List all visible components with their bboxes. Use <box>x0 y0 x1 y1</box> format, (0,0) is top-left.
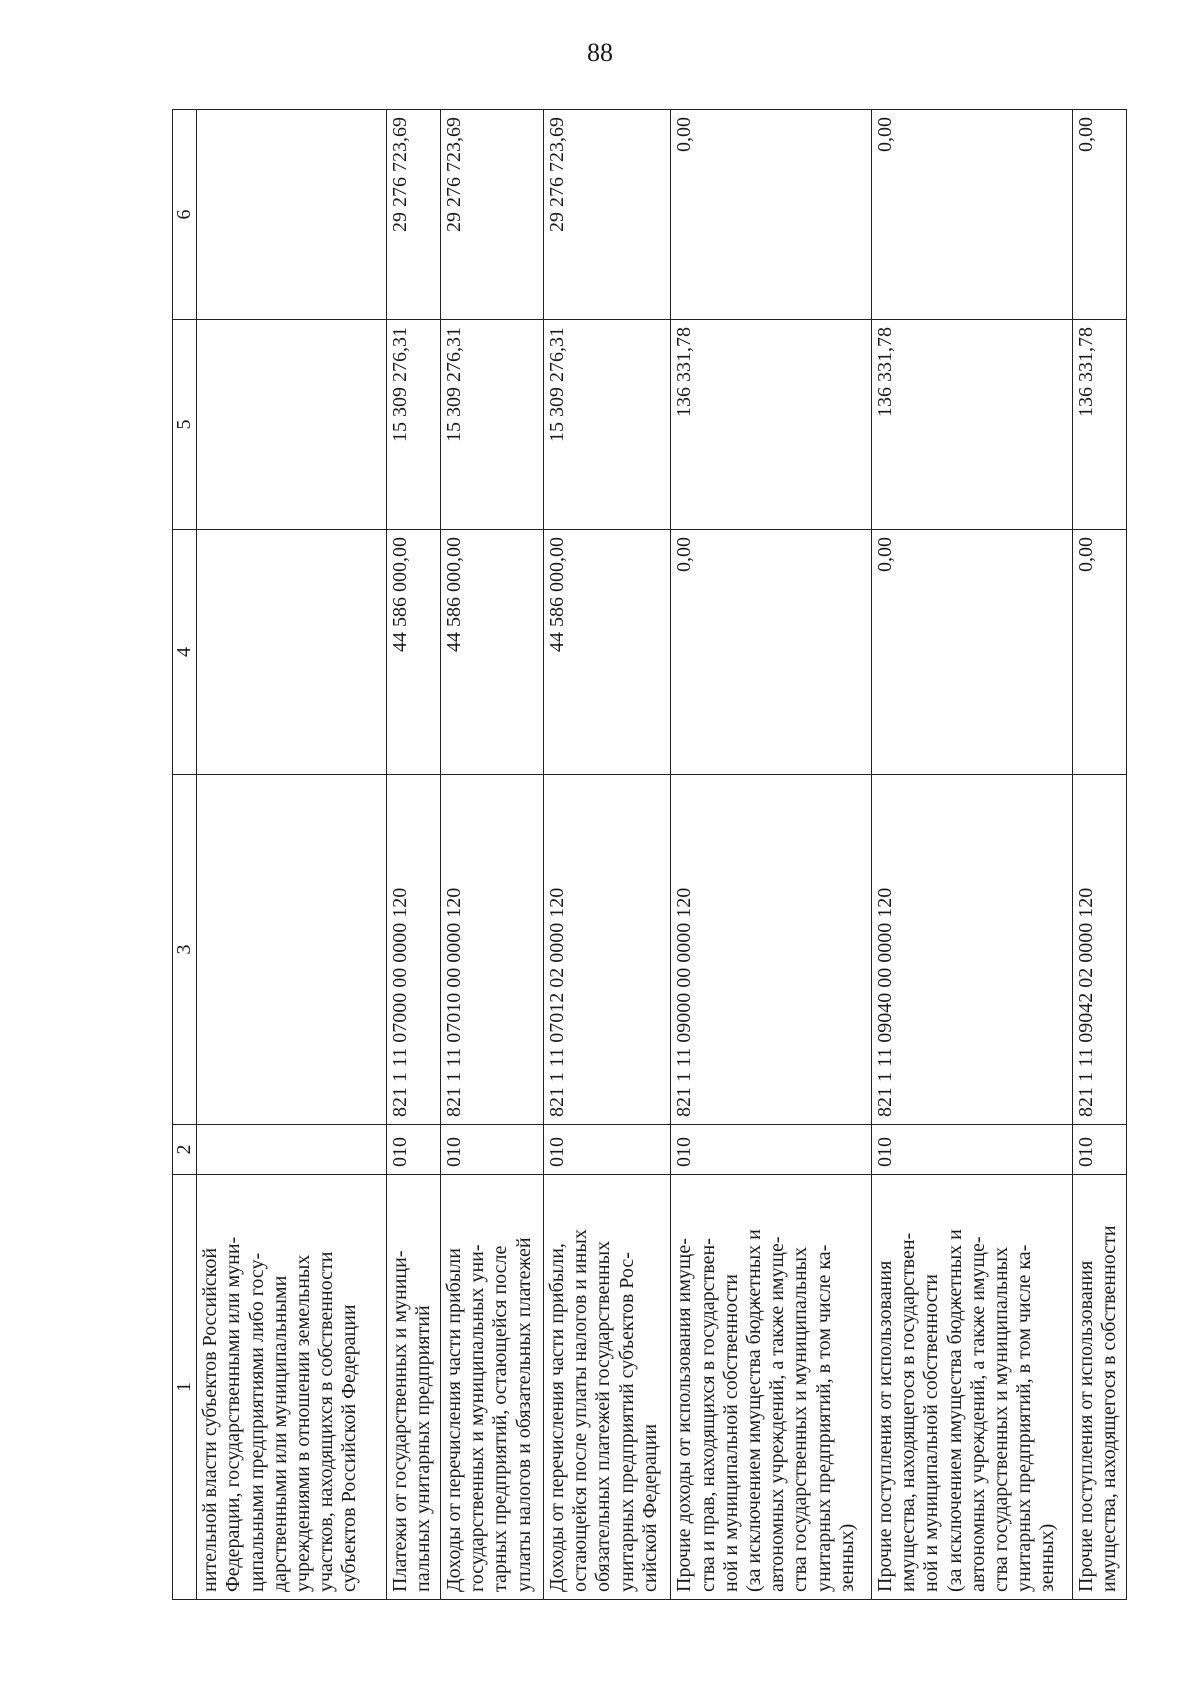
header-row <box>173 110 197 1600</box>
row-approved-amount <box>197 530 387 775</box>
row-remaining-amount: 29 276 723,69 <box>543 110 670 320</box>
row-description <box>671 1175 872 1600</box>
row-executed-amount: 136 331,78 <box>1072 320 1126 530</box>
row-approved-amount: 0,00 <box>671 530 872 775</box>
row-budget-code: 821 1 11 07000 00 0000 120 <box>386 775 440 1125</box>
row-description <box>440 1175 543 1600</box>
description-line: ства государственных и муниципальных <box>789 1246 812 1592</box>
row-description <box>872 1175 1073 1600</box>
description-line: пальных унитарных предприятий <box>412 1305 435 1592</box>
table-row <box>872 110 1073 1600</box>
row-description <box>543 1175 670 1600</box>
table-row <box>1072 110 1126 1600</box>
row-line-code: 010 <box>872 1125 1073 1175</box>
description-line: ной и муниципальной собственности <box>920 1274 943 1592</box>
row-line-code: 010 <box>386 1125 440 1175</box>
description-line: Прочие поступления от использования <box>1074 1260 1097 1592</box>
row-budget-code: 821 1 11 09042 02 0000 120 <box>1072 775 1126 1125</box>
row-approved-amount: 44 586 000,00 <box>440 530 543 775</box>
row-remaining-amount <box>197 110 387 320</box>
description-line: дарственными или муниципальными <box>268 1275 291 1592</box>
description-line: Федерации, государственными или муни- <box>222 1236 245 1592</box>
row-description <box>1072 1175 1126 1600</box>
row-remaining-amount: 0,00 <box>1072 110 1126 320</box>
description-line: уплаты налогов и обязательных платежей <box>512 1237 535 1592</box>
header-col-6: 6 <box>173 110 197 320</box>
description-line: автономных учреждений, а также имуще- <box>766 1236 789 1592</box>
description-line: унитарных предприятий, в том числе ка- <box>812 1244 835 1592</box>
row-line-code: 010 <box>671 1125 872 1175</box>
description-line: Доходы от перечисления части прибыли <box>442 1248 465 1592</box>
row-budget-code: 821 1 11 09040 00 0000 120 <box>872 775 1073 1125</box>
description-line: ципальными предприятиями либо госу- <box>245 1252 268 1592</box>
header-col-5: 5 <box>173 320 197 530</box>
row-executed-amount <box>197 320 387 530</box>
description-line: обязательных платежей государственных <box>592 1240 615 1592</box>
description-line: учреждениями в отношении земельных <box>291 1254 314 1592</box>
row-approved-amount: 0,00 <box>872 530 1073 775</box>
description-line: субъектов Российской Федерации <box>338 1304 361 1592</box>
row-budget-code: 821 1 11 07012 02 0000 120 <box>543 775 670 1125</box>
row-budget-code: 821 1 11 07010 00 0000 120 <box>440 775 543 1125</box>
row-description <box>197 1175 387 1600</box>
description-line: автономных учреждений, а также имуще- <box>966 1236 989 1592</box>
row-remaining-amount: 0,00 <box>872 110 1073 320</box>
header-col-3: 3 <box>173 775 197 1125</box>
row-executed-amount: 15 309 276,31 <box>386 320 440 530</box>
description-line: ства и прав, находящихся в государствен- <box>696 1238 719 1592</box>
row-executed-amount: 136 331,78 <box>872 320 1073 530</box>
description-line: Прочие поступления от использования <box>874 1260 897 1592</box>
description-line: Доходы от перечисления части прибыли, <box>545 1243 568 1592</box>
description-line: (за исключением имущества бюджетных и <box>742 1229 765 1592</box>
description-line: Прочие доходы от использования имуще- <box>673 1238 696 1592</box>
page-number: 88 <box>587 38 613 67</box>
row-executed-amount: 15 309 276,31 <box>440 320 543 530</box>
row-executed-amount: 136 331,78 <box>671 320 872 530</box>
row-approved-amount: 44 586 000,00 <box>386 530 440 775</box>
row-line-code: 010 <box>543 1125 670 1175</box>
revenue-table <box>172 109 1127 1600</box>
table-row <box>197 110 387 1600</box>
row-line-code: 010 <box>440 1125 543 1175</box>
header-col-4: 4 <box>173 530 197 775</box>
row-executed-amount: 15 309 276,31 <box>543 320 670 530</box>
row-description <box>386 1175 440 1600</box>
description-line: зенных) <box>1036 1523 1059 1592</box>
description-line: тарных предприятий, остающейся после <box>489 1245 512 1592</box>
description-line: сийской Федерации <box>638 1423 661 1592</box>
header-col-1: 1 <box>173 1175 197 1600</box>
row-remaining-amount: 29 276 723,69 <box>386 110 440 320</box>
description-line: ной и муниципальной собственности <box>719 1274 742 1592</box>
row-remaining-amount: 0,00 <box>671 110 872 320</box>
description-line: унитарных предприятий субъектов Рос- <box>615 1252 638 1592</box>
table-row <box>440 110 543 1600</box>
row-budget-code: 821 1 11 09000 00 0000 120 <box>671 775 872 1125</box>
description-line: государственных и муниципальных уни- <box>466 1244 489 1592</box>
description-line: участков, находящихся в собственности <box>315 1251 338 1592</box>
table-row <box>543 110 670 1600</box>
description-line: нительной власти субъектов Российской <box>199 1247 222 1592</box>
table-row <box>671 110 872 1600</box>
row-line-code <box>197 1125 387 1175</box>
description-line: ства государственных и муниципальных <box>990 1246 1013 1592</box>
rotated-report-table <box>172 110 1127 1600</box>
description-line: (за исключением имущества бюджетных и <box>943 1229 966 1592</box>
row-approved-amount: 0,00 <box>1072 530 1126 775</box>
row-line-code: 010 <box>1072 1125 1126 1175</box>
header-col-2: 2 <box>173 1125 197 1175</box>
description-line: зенных) <box>835 1523 858 1592</box>
table-row <box>386 110 440 1600</box>
description-line: остающейся после уплаты налогов и иных <box>569 1229 592 1592</box>
description-line: имущества, находящегося в собственности <box>1098 1225 1120 1592</box>
description-line: имущества, находящегося в государствен- <box>897 1232 920 1592</box>
description-line: Платежи от государственных и муници- <box>388 1250 411 1592</box>
description-line: унитарных предприятий, в том числе ка- <box>1013 1244 1036 1592</box>
row-approved-amount: 44 586 000,00 <box>543 530 670 775</box>
row-budget-code <box>197 775 387 1125</box>
row-remaining-amount: 29 276 723,69 <box>440 110 543 320</box>
